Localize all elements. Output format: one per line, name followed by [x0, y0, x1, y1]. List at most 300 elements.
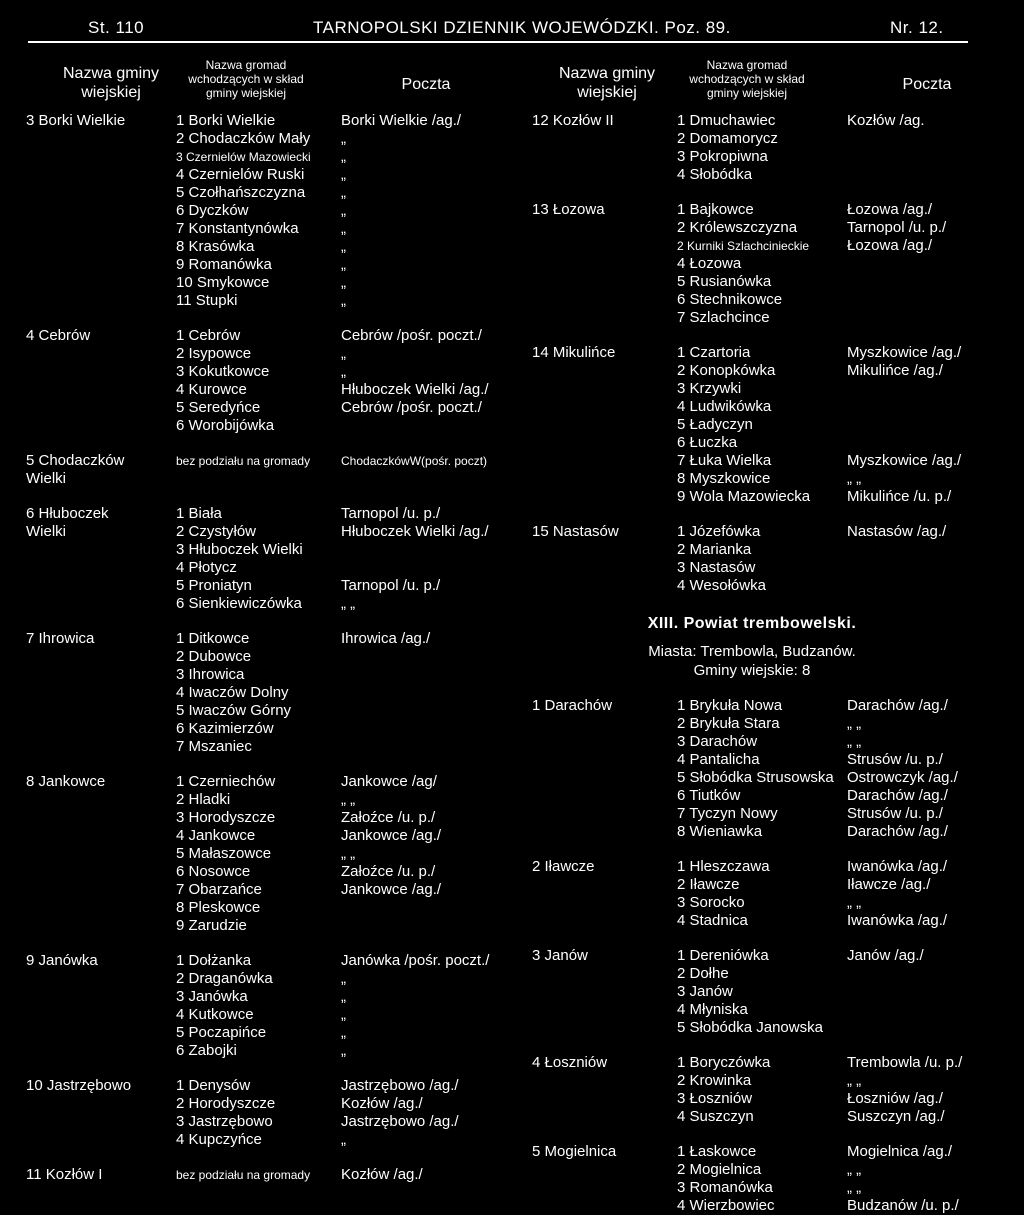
- table-row: [532, 219, 1002, 237]
- village-cell: 4 Młyniska: [677, 1001, 748, 1018]
- table-row: [532, 523, 1002, 541]
- gmina-cell: 11 Kozłów I: [26, 1166, 103, 1183]
- village-cell: 5 Rusianówka: [677, 273, 772, 290]
- post-office-cell: „: [341, 345, 346, 362]
- village-cell: 3 Janów: [677, 983, 733, 1000]
- table-row: [26, 184, 526, 202]
- table-row: [532, 805, 1002, 823]
- row-spacer: [26, 756, 526, 773]
- village-cell: 4 Kutkowce: [176, 1006, 254, 1023]
- gmina-cell: 15 Nastasów: [532, 523, 619, 540]
- village-cell: 3 Sorocko: [677, 894, 745, 911]
- gmina-cell: 13 Łozowa: [532, 201, 605, 218]
- table-row: [26, 202, 526, 220]
- village-cell: 2 Królewszczyzna: [677, 219, 798, 236]
- village-cell: 3 Jastrzębowo: [176, 1113, 273, 1130]
- post-office-cell: Strusów /u. p./: [847, 805, 943, 822]
- gmina-cell: 5 Mogielnica: [532, 1143, 617, 1160]
- post-office-cell: „ „: [847, 894, 862, 911]
- table-row: [532, 380, 1002, 398]
- row-spacer: [26, 310, 526, 327]
- table-row: [532, 541, 1002, 559]
- table-row: [26, 809, 526, 827]
- post-office-cell: Mogielnica /ag./: [847, 1143, 953, 1160]
- village-cell: 5 Słobódka Janowska: [677, 1019, 823, 1036]
- village-cell: 6 Dyczków: [176, 202, 249, 219]
- table-row: [26, 505, 526, 523]
- table-row: [532, 398, 1002, 416]
- right-table-body-bottom: [532, 697, 1002, 1215]
- gmina-cell: 1 Darachów: [532, 697, 613, 714]
- village-cell: 6 Worobijówka: [176, 417, 275, 434]
- village-cell: 1 Bajkowce: [677, 201, 754, 218]
- header-poczta: Poczta: [401, 76, 451, 93]
- table-row: [26, 899, 526, 917]
- table-row: [532, 715, 1002, 733]
- post-office-cell: „ „: [847, 1161, 862, 1178]
- village-cell: 8 Krasówka: [176, 238, 255, 255]
- table-row: [532, 1179, 1002, 1197]
- village-cell: 2 Czystyłów: [176, 523, 257, 540]
- row-spacer: [26, 488, 526, 505]
- post-office-cell: Łoszniów /ag./: [847, 1090, 943, 1107]
- post-office-cell: Janów /ag./: [847, 947, 924, 964]
- right-column: [532, 56, 1002, 1215]
- table-row: [26, 791, 526, 809]
- table-row: [26, 1113, 526, 1131]
- village-cell: 9 Romanówka: [176, 256, 272, 273]
- village-cell: 4 Ludwikówka: [677, 398, 772, 415]
- row-spacer: [532, 327, 1002, 344]
- village-cell: 4 Wierzbowiec: [677, 1197, 775, 1214]
- table-row: [26, 1166, 526, 1184]
- table-row: [26, 452, 526, 470]
- table-row: [26, 148, 526, 166]
- table-row: [26, 577, 526, 595]
- gmina-cell: 8 Jankowce: [26, 773, 106, 790]
- village-cell: 3 Nastasów: [677, 559, 756, 576]
- row-spacer: [532, 841, 1002, 858]
- table-row: [532, 434, 1002, 452]
- post-office-cell: „: [341, 220, 346, 237]
- table-row: [532, 894, 1002, 912]
- post-office-cell: Trembowla /u. p./: [847, 1054, 963, 1071]
- village-cell: 1 Dmuchawiec: [677, 112, 776, 129]
- table-row: [532, 858, 1002, 876]
- gmina-cell: 9 Janówka: [26, 952, 98, 969]
- village-cell: 3 Darachów: [677, 733, 758, 750]
- village-cell: 6 Łuczka: [677, 434, 738, 451]
- table-row: [532, 733, 1002, 751]
- village-cell: 5 Proniatyn: [176, 577, 252, 594]
- table-row: [532, 291, 1002, 309]
- table-row: [532, 1090, 1002, 1108]
- post-office-cell: „ „: [847, 715, 862, 732]
- table-row: [26, 256, 526, 274]
- issue-number: Nr. 12.: [890, 18, 944, 37]
- post-office-cell: „ „: [847, 470, 862, 487]
- table-row: [532, 416, 1002, 434]
- table-row: [532, 947, 1002, 965]
- village-cell: 10 Smykowce: [176, 274, 270, 291]
- table-row: [26, 988, 526, 1006]
- row-spacer: [532, 506, 1002, 523]
- table-row: [532, 237, 1002, 255]
- village-cell: 2 Chodaczków Mały: [176, 130, 311, 147]
- village-cell: 1 Biała: [176, 505, 222, 522]
- village-cell: 7 Konstantynówka: [176, 220, 299, 237]
- village-cell: 4 Słobódka: [677, 166, 753, 183]
- post-office-cell: Myszkowice /ag./: [847, 344, 962, 361]
- village-cell: 7 Mszaniec: [176, 738, 252, 755]
- table-row: [532, 201, 1002, 219]
- table-row: [532, 983, 1002, 1001]
- village-cell: 4 Kurowce: [176, 381, 247, 398]
- table-row: [532, 787, 1002, 805]
- page-header: [28, 14, 968, 42]
- table-row: [532, 1072, 1002, 1090]
- table-row: [26, 274, 526, 292]
- gmina-cell: 14 Mikulińce: [532, 344, 616, 361]
- gmina-cell: 4 Łoszniów: [532, 1054, 608, 1071]
- left-column: [26, 56, 526, 1184]
- gmina-cell: Wielki: [26, 523, 66, 540]
- village-cell: 11 Stupki: [176, 292, 238, 309]
- post-office-cell: „ „: [847, 1072, 862, 1089]
- village-cell: 1 Brykuła Nowa: [677, 697, 783, 714]
- village-cell: 2 Isypowce: [176, 345, 252, 362]
- gmina-cell: 2 Iławcze: [532, 858, 595, 875]
- table-row: [26, 363, 526, 381]
- village-cell: 4 Czernielów Ruski: [176, 166, 305, 183]
- table-row: [26, 970, 526, 988]
- village-cell: 3 Romanówka: [677, 1179, 773, 1196]
- post-office-cell: Kozłów /ag.: [847, 112, 925, 129]
- post-office-cell: „: [341, 184, 346, 201]
- post-office-cell: Załoźce /u. p./: [341, 863, 436, 880]
- table-row: [26, 666, 526, 684]
- table-row: [532, 1143, 1002, 1161]
- table-row: [26, 238, 526, 256]
- table-row: [532, 1108, 1002, 1126]
- village-cell: 4 Jankowce: [176, 827, 256, 844]
- village-cell: 9 Zarudzie: [176, 917, 247, 934]
- post-office-cell: Hłuboczek Wielki /ag./: [341, 523, 489, 540]
- village-cell: 1 Dereniówka: [677, 947, 769, 964]
- table-row: [26, 845, 526, 863]
- village-cell: 1 Borki Wielkie: [176, 112, 276, 129]
- gmina-cell: 3 Borki Wielkie: [26, 112, 126, 129]
- village-cell: 1 Hleszczawa: [677, 858, 770, 875]
- village-cell: 3 Łoszniów: [677, 1090, 753, 1107]
- gmina-cell: Wielki: [26, 470, 66, 487]
- table-row: [532, 309, 1002, 327]
- village-cell: 6 Sienkiewiczówka: [176, 595, 302, 612]
- village-cell: 8 Myszkowice: [677, 470, 771, 487]
- table-row: [26, 720, 526, 738]
- village-cell: 3 Kokutkowce: [176, 363, 270, 380]
- village-cell: 6 Nosowce: [176, 863, 251, 880]
- village-cell: 7 Tyczyn Nowy: [677, 805, 778, 822]
- post-office-cell: Tarnopol /u. p./: [341, 577, 441, 594]
- table-row: [532, 965, 1002, 983]
- table-row: [26, 952, 526, 970]
- table-row: [26, 684, 526, 702]
- post-office-cell: „: [341, 1042, 346, 1059]
- row-spacer: [532, 930, 1002, 947]
- table-row: [532, 255, 1002, 273]
- village-cell: 1 Dołżanka: [176, 952, 252, 969]
- village-cell: 5 Iwaczów Górny: [176, 702, 292, 719]
- post-office-cell: Jastrzębowo /ag./: [341, 1077, 459, 1094]
- header-poczta-right: Poczta: [902, 76, 952, 93]
- post-office-cell: „: [341, 274, 346, 291]
- village-cell: 1 Ditkowce: [176, 630, 250, 647]
- table-row: [26, 523, 526, 541]
- village-cell: 2 Iławcze: [677, 876, 740, 893]
- post-office-cell: Ostrowczyk /ag./: [847, 769, 958, 786]
- row-spacer: [532, 1037, 1002, 1054]
- village-cell: 5 Małaszowce: [176, 845, 272, 862]
- header-gromady: Nazwa gromad wchodzących w skład gminy wiejskiej: [188, 58, 304, 100]
- table-row: [26, 417, 526, 435]
- post-office-cell: Iwanówka /ag./: [847, 912, 948, 929]
- village-cell: 4 Suszczyn: [677, 1108, 754, 1125]
- post-office-cell: Hłuboczek Wielki /ag./: [341, 381, 489, 398]
- village-cell: 5 Ładyczyn: [677, 416, 753, 433]
- village-cell: 6 Kazimierzów: [176, 720, 274, 737]
- village-cell: 9 Wola Mazowiecka: [677, 488, 811, 505]
- table-row: [532, 166, 1002, 184]
- village-cell: 7 Łuka Wielka: [677, 452, 772, 469]
- post-office-cell: „: [341, 292, 346, 309]
- village-cell: 2 Dołhe: [677, 965, 729, 982]
- village-cell: 2 Horodyszcze: [176, 1095, 276, 1112]
- post-office-cell: Myszkowice /ag./: [847, 452, 962, 469]
- village-cell: 1 Czerniechów: [176, 773, 276, 790]
- row-spacer: [532, 1126, 1002, 1143]
- left-table-body: [26, 112, 526, 1184]
- table-row: [26, 917, 526, 935]
- post-office-cell: Mikulińce /ag./: [847, 362, 943, 379]
- post-office-cell: Załoźce /u. p./: [341, 809, 436, 826]
- post-office-cell: „: [341, 202, 346, 219]
- post-office-cell: Kozłów /ag./: [341, 1095, 423, 1112]
- village-cell: 4 Wesołówka: [677, 577, 766, 594]
- post-office-cell: „ „: [341, 845, 356, 862]
- post-office-cell: Jankowce /ag./: [341, 827, 442, 844]
- table-row: [532, 130, 1002, 148]
- gmina-cell: 7 Ihrowica: [26, 630, 95, 647]
- post-office-cell: Cebrów /pośr. poczt./: [341, 399, 482, 416]
- table-row: [532, 1197, 1002, 1215]
- village-cell: 2 Kurniki Szlachcinieckie: [677, 239, 810, 253]
- table-row: [26, 220, 526, 238]
- village-cell: 2 Dubowce: [176, 648, 252, 665]
- row-spacer: [26, 613, 526, 630]
- village-cell: 3 Ihrowica: [176, 666, 245, 683]
- village-cell: 7 Obarzańce: [176, 881, 262, 898]
- page-number: St. 110: [88, 18, 145, 37]
- section-title: XIII. Powiat trembowelski.: [647, 615, 857, 632]
- post-office-cell: Jankowce /ag./: [341, 881, 442, 898]
- table-row: [26, 1042, 526, 1060]
- section-towns: Miasta: Trembowla, Budzanów.: [648, 643, 856, 660]
- post-office-cell: Suszczyn /ag./: [847, 1108, 945, 1125]
- table-row: [26, 292, 526, 310]
- post-office-cell: Tarnopol /u. p./: [341, 505, 441, 522]
- gmina-cell: 4 Cebrów: [26, 327, 91, 344]
- table-row: [26, 166, 526, 184]
- village-cell: 1 Józefówka: [677, 523, 761, 540]
- table-header: [26, 56, 526, 112]
- row-spacer: [532, 184, 1002, 201]
- table-row: [26, 595, 526, 613]
- table-row: [532, 912, 1002, 930]
- section-rural-count: Gminy wiejskie: 8: [693, 662, 811, 679]
- post-office-cell: „: [341, 256, 346, 273]
- table-row: [532, 823, 1002, 841]
- table-row: [532, 344, 1002, 362]
- table-row: [532, 1161, 1002, 1179]
- village-cell: 3 Czernielów Mazowiecki: [176, 150, 311, 164]
- table-row: [26, 470, 526, 488]
- table-row: [532, 1054, 1002, 1072]
- table-row: [532, 362, 1002, 380]
- village-cell: 8 Wieniawka: [677, 823, 763, 840]
- table-row: [26, 773, 526, 791]
- village-cell: 2 Brykuła Stara: [677, 715, 780, 732]
- journal-title: TARNOPOLSKI DZIENNIK WOJEWÓDZKI. Poz. 89.: [313, 18, 731, 37]
- row-spacer: [26, 1149, 526, 1166]
- table-row: [26, 130, 526, 148]
- village-cell: 8 Pleskowce: [176, 899, 261, 916]
- post-office-cell: „ „: [341, 595, 356, 612]
- table-row: [26, 702, 526, 720]
- village-cell: 3 Pokropiwna: [677, 148, 768, 165]
- table-row: [26, 827, 526, 845]
- village-cell: 5 Poczapińce: [176, 1024, 267, 1041]
- village-cell: 4 Iwaczów Dolny: [176, 684, 289, 701]
- table-row: [26, 738, 526, 756]
- post-office-cell: Janówka /pośr. poczt./: [341, 952, 490, 969]
- village-cell: 4 Kupczyńce: [176, 1131, 262, 1148]
- village-cell: 3 Hłuboczek Wielki: [176, 541, 303, 558]
- table-row: [26, 381, 526, 399]
- table-row: [26, 1024, 526, 1042]
- gmina-cell: 5 Chodaczków: [26, 452, 125, 469]
- table-row: [26, 345, 526, 363]
- village-cell: 1 Cebrów: [176, 327, 241, 344]
- post-office-cell: „: [341, 1131, 346, 1148]
- village-cell: 2 Mogielnica: [677, 1161, 762, 1178]
- post-office-cell: „ „: [847, 733, 862, 750]
- post-office-cell: Łozowa /ag./: [847, 237, 933, 254]
- table-row: [26, 630, 526, 648]
- village-cell: 2 Marianka: [677, 541, 752, 558]
- table-row: [532, 452, 1002, 470]
- village-cell: 2 Draganówka: [176, 970, 273, 987]
- table-row: [26, 112, 526, 130]
- table-row: [532, 559, 1002, 577]
- village-cell: 3 Janówka: [176, 988, 248, 1005]
- village-cell: 4 Pantalicha: [677, 751, 760, 768]
- post-office-cell: „ „: [341, 791, 356, 808]
- post-office-cell: „ „: [847, 1179, 862, 1196]
- village-cell: 7 Szlachcince: [677, 309, 770, 326]
- village-cell: 6 Tiutków: [677, 787, 741, 804]
- village-cell: bez podziału na gromady: [176, 1168, 311, 1182]
- post-office-cell: „: [341, 148, 346, 165]
- right-table-body-top: [532, 112, 1002, 595]
- village-cell: 3 Horodyszcze: [176, 809, 276, 826]
- table-row: [532, 470, 1002, 488]
- table-row: [26, 559, 526, 577]
- table-header-right: [532, 56, 1002, 112]
- post-office-cell: Iławcze /ag./: [847, 876, 931, 893]
- village-cell: 2 Domamorycz: [677, 130, 778, 147]
- table-row: [26, 327, 526, 345]
- header-gmina: Nazwa gminy wiejskiej: [62, 65, 160, 101]
- post-office-cell: Mikulińce /u. p./: [847, 488, 952, 505]
- post-office-cell: „: [341, 363, 346, 380]
- village-cell: 5 Seredyńce: [176, 399, 261, 416]
- table-row: [26, 399, 526, 417]
- village-cell: bez podziału na gromady: [176, 454, 311, 468]
- table-row: [26, 1095, 526, 1113]
- village-cell: 2 Krowinka: [677, 1072, 752, 1089]
- header-rule: [28, 41, 968, 43]
- post-office-cell: „: [341, 988, 346, 1005]
- gmina-cell: 10 Jastrzębowo: [26, 1077, 132, 1094]
- table-row: [26, 1077, 526, 1095]
- post-office-cell: Iwanówka /ag./: [847, 858, 948, 875]
- post-office-cell: Ihrowica /ag./: [341, 630, 431, 647]
- row-spacer: [26, 435, 526, 452]
- table-row: [532, 1001, 1002, 1019]
- village-cell: 2 Konopkówka: [677, 362, 776, 379]
- post-office-cell: Darachów /ag./: [847, 823, 948, 840]
- post-office-cell: Cebrów /pośr. poczt./: [341, 327, 482, 344]
- gmina-cell: 6 Hłuboczek: [26, 505, 109, 522]
- row-spacer: [26, 935, 526, 952]
- post-office-cell: Borki Wielkie /ag./: [341, 112, 462, 129]
- post-office-cell: Nastasów /ag./: [847, 523, 947, 540]
- post-office-cell: Budzanów /u. p./: [847, 1197, 959, 1214]
- table-row: [26, 881, 526, 899]
- post-office-cell: Jankowce /ag/: [341, 773, 437, 790]
- post-office-cell: Tarnopol /u. p./: [847, 219, 947, 236]
- village-cell: 4 Łozowa: [677, 255, 742, 272]
- post-office-cell: Darachów /ag./: [847, 697, 948, 714]
- row-spacer: [26, 1060, 526, 1077]
- post-office-cell: „: [341, 166, 346, 183]
- post-office-cell: „: [341, 970, 346, 987]
- gmina-cell: 3 Janów: [532, 947, 588, 964]
- table-row: [532, 577, 1002, 595]
- village-cell: 1 Boryczówka: [677, 1054, 771, 1071]
- village-cell: 1 Łaskowce: [677, 1143, 757, 1160]
- table-row: [532, 1019, 1002, 1037]
- table-row: [532, 697, 1002, 715]
- post-office-cell: Strusów /u. p./: [847, 751, 943, 768]
- post-office-cell: Łozowa /ag./: [847, 201, 933, 218]
- post-office-cell: ChodaczkówW(pośr. poczt): [341, 454, 488, 468]
- post-office-cell: Jastrzębowo /ag./: [341, 1113, 459, 1130]
- post-office-cell: Darachów /ag./: [847, 787, 948, 804]
- village-cell: 1 Czartoria: [677, 344, 751, 361]
- table-row: [532, 769, 1002, 787]
